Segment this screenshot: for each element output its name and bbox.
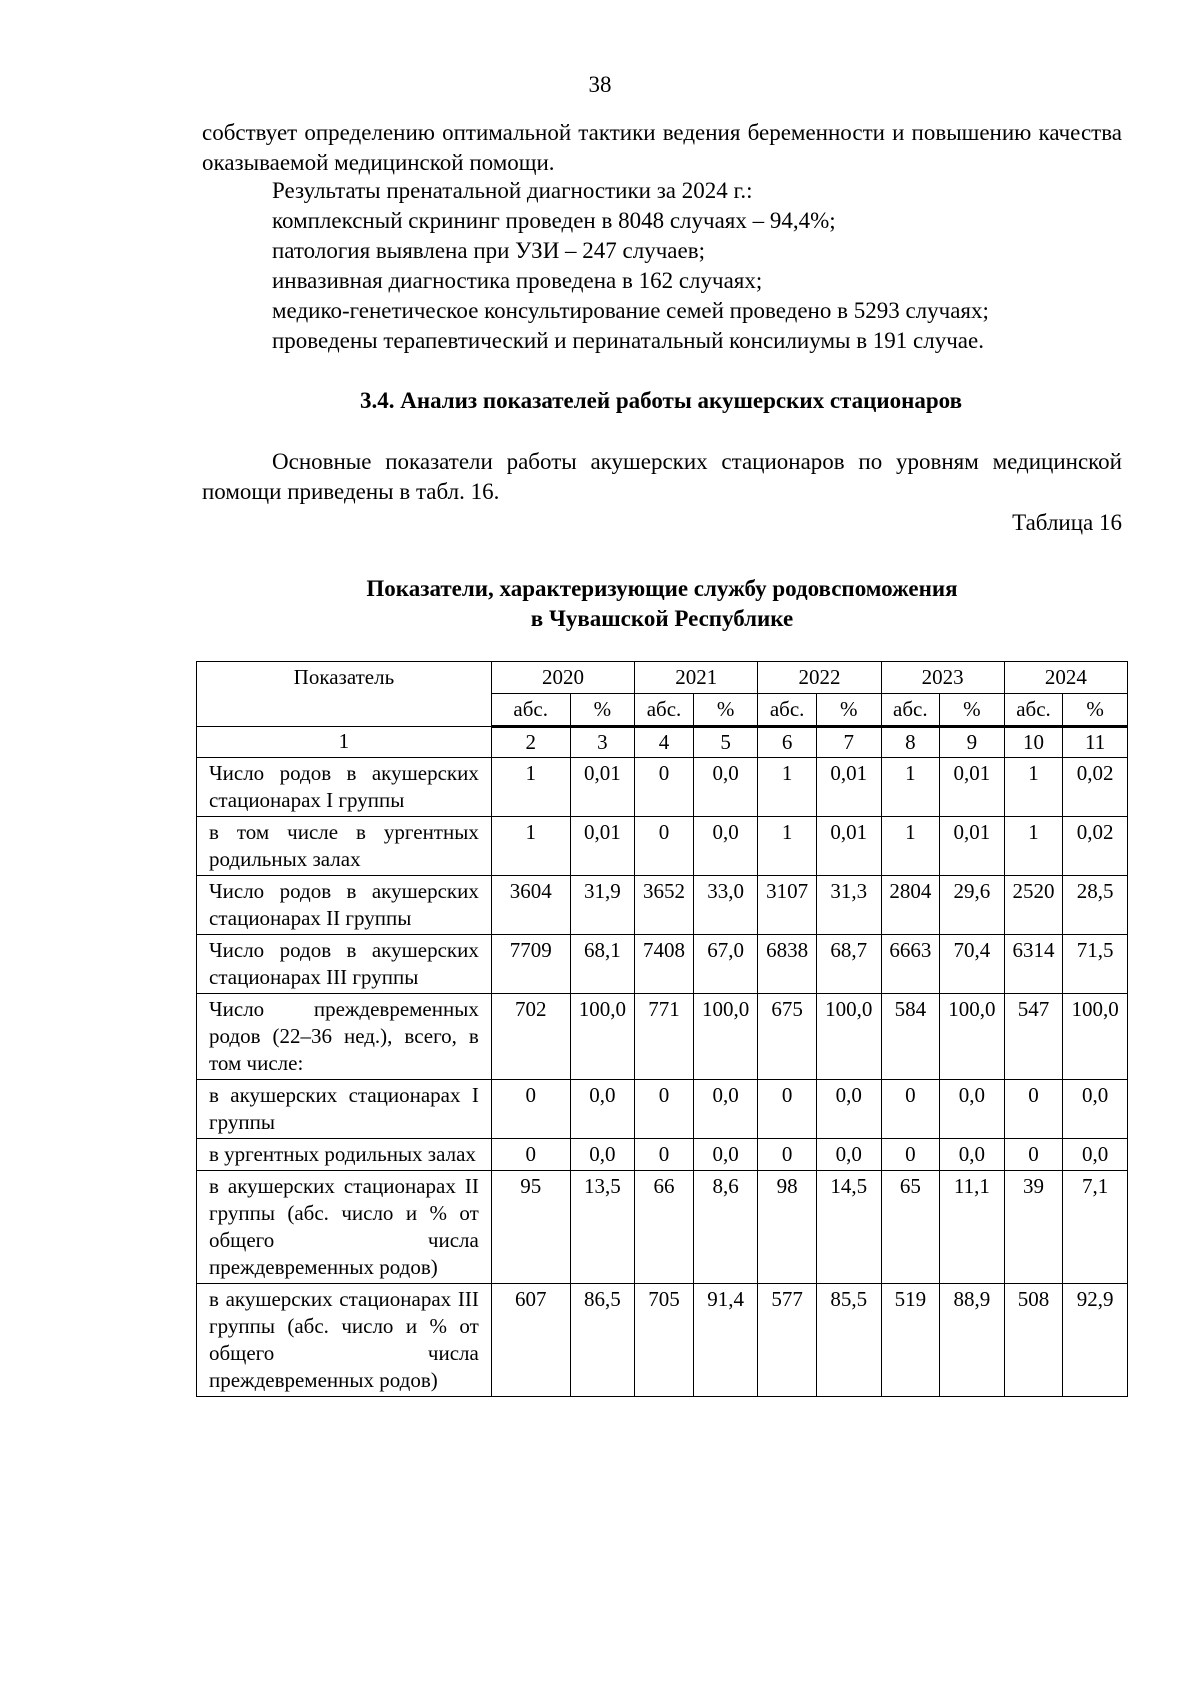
year-header: 2021: [635, 662, 758, 694]
results-line: патология выявлена при УЗИ – 247 случаев;: [272, 238, 705, 263]
pct-header: %: [693, 694, 758, 727]
table-row: [197, 1171, 1128, 1284]
pct-value-cell: 0,0: [693, 758, 758, 817]
column-number: 5: [693, 727, 758, 758]
abs-value-cell: 0: [758, 1080, 817, 1139]
abs-value-cell: 0: [635, 817, 694, 876]
row-label: в акушерских стационарах III группы (абс. число и % от общего числа преждевременных родов): [197, 1284, 492, 1397]
pct-value-cell: 0,0: [816, 1080, 881, 1139]
pct-value-cell: 0,0: [570, 1080, 635, 1139]
abs-value-cell: 0: [1004, 1139, 1063, 1171]
table-row: [197, 994, 1128, 1080]
pct-value-cell: 0,0: [940, 1080, 1005, 1139]
row-label: в акушерских стационарах II группы (абс. число и % от общего числа преждевременных родов): [197, 1171, 492, 1284]
abs-value-cell: 7709: [491, 935, 570, 994]
pct-value-cell: 0,0: [693, 817, 758, 876]
abs-value-cell: 65: [881, 1171, 940, 1284]
pct-value-cell: 11,1: [940, 1171, 1005, 1284]
pct-header: %: [940, 694, 1005, 727]
abs-header: абс.: [635, 694, 694, 727]
year-header: 2020: [491, 662, 634, 694]
pct-value-cell: 68,1: [570, 935, 635, 994]
table-title-line: Показатели, характеризующие службу родовспоможения: [366, 576, 958, 601]
header-row-years: [197, 662, 1128, 694]
abs-value-cell: 1: [491, 817, 570, 876]
row-label: в том числе в ургентных родильных залах: [197, 817, 492, 876]
results-line: Результаты пренатальной диагностики за 2024 г.:: [272, 178, 753, 203]
abs-value-cell: 577: [758, 1284, 817, 1397]
year-header: 2022: [758, 662, 881, 694]
pct-header: %: [816, 694, 881, 727]
abs-value-cell: 0: [491, 1139, 570, 1171]
intro-paragraph: собствует определению оптимальной тактики ведения беременности и повышению качества оказываемой медицинской помощи.: [202, 120, 1122, 175]
abs-value-cell: 95: [491, 1171, 570, 1284]
pct-value-cell: 0,01: [816, 817, 881, 876]
column-number: 3: [570, 727, 635, 758]
pct-value-cell: 0,0: [570, 1139, 635, 1171]
pct-value-cell: 100,0: [693, 994, 758, 1080]
pct-value-cell: 31,3: [816, 876, 881, 935]
row-label: в ургентных родильных залах: [197, 1139, 492, 1171]
abs-value-cell: 607: [491, 1284, 570, 1397]
abs-value-cell: 39: [1004, 1171, 1063, 1284]
results-line: проведены терапевтический и перинатальный консилиумы в 191 случае.: [272, 328, 984, 353]
pct-value-cell: 0,01: [570, 817, 635, 876]
indicator-header: Показатель: [197, 662, 492, 727]
results-line: комплексный скрининг проведен в 8048 случаях – 94,4%;: [272, 208, 836, 233]
abs-value-cell: 7408: [635, 935, 694, 994]
pct-value-cell: 100,0: [940, 994, 1005, 1080]
pct-value-cell: 28,5: [1063, 876, 1128, 935]
row-label: в акушерских стационарах I группы: [197, 1080, 492, 1139]
pct-value-cell: 0,01: [940, 817, 1005, 876]
pct-value-cell: 7,1: [1063, 1171, 1128, 1284]
pct-value-cell: 100,0: [1063, 994, 1128, 1080]
abs-value-cell: 2520: [1004, 876, 1063, 935]
table-title-line: в Чувашской Республике: [530, 606, 794, 631]
abs-value-cell: 3652: [635, 876, 694, 935]
table-row: [197, 1139, 1128, 1171]
abs-value-cell: 547: [1004, 994, 1063, 1080]
abs-header: абс.: [758, 694, 817, 727]
abs-value-cell: 705: [635, 1284, 694, 1397]
pct-value-cell: 0,0: [693, 1080, 758, 1139]
abs-value-cell: 1: [758, 817, 817, 876]
abs-value-cell: 3107: [758, 876, 817, 935]
pct-value-cell: 71,5: [1063, 935, 1128, 994]
abs-value-cell: 1: [758, 758, 817, 817]
pct-header: %: [1063, 694, 1128, 727]
pct-value-cell: 0,0: [816, 1139, 881, 1171]
abs-value-cell: 3604: [491, 876, 570, 935]
row-label: Число родов в акушерских стационарах I группы: [197, 758, 492, 817]
abs-value-cell: 0: [491, 1080, 570, 1139]
table-row: [197, 758, 1128, 817]
pct-value-cell: 31,9: [570, 876, 635, 935]
pct-value-cell: 100,0: [816, 994, 881, 1080]
column-number: 11: [1063, 727, 1128, 758]
column-number: 6: [758, 727, 817, 758]
abs-value-cell: 1: [1004, 817, 1063, 876]
abs-value-cell: 0: [635, 758, 694, 817]
abs-value-cell: 702: [491, 994, 570, 1080]
abs-value-cell: 584: [881, 994, 940, 1080]
table-row: [197, 1284, 1128, 1397]
pct-value-cell: 0,01: [940, 758, 1005, 817]
column-number: 10: [1004, 727, 1063, 758]
table-row: [197, 876, 1128, 935]
abs-value-cell: 519: [881, 1284, 940, 1397]
row-label: Число преждевременных родов (22–36 нед.), всего, в том числе:: [197, 994, 492, 1080]
page-number: 38: [588, 72, 612, 97]
pct-value-cell: 0,0: [693, 1139, 758, 1171]
pct-header: %: [570, 694, 635, 727]
pct-value-cell: 70,4: [940, 935, 1005, 994]
pct-value-cell: 67,0: [693, 935, 758, 994]
column-number: 4: [635, 727, 694, 758]
abs-value-cell: 1: [881, 758, 940, 817]
section-paragraph: Основные показатели работы акушерских стационаров по уровням медицинской помощи приведены в табл. 16.: [202, 449, 1122, 504]
column-number: 9: [940, 727, 1005, 758]
abs-value-cell: 0: [881, 1139, 940, 1171]
abs-value-cell: 0: [881, 1080, 940, 1139]
pct-value-cell: 14,5: [816, 1171, 881, 1284]
year-header: 2024: [1004, 662, 1127, 694]
table-row: [197, 817, 1128, 876]
results-line: медико-генетическое консультирование семей проведено в 5293 случаях;: [272, 298, 989, 323]
pct-value-cell: 85,5: [816, 1284, 881, 1397]
pct-value-cell: 91,4: [693, 1284, 758, 1397]
column-number: 8: [881, 727, 940, 758]
abs-value-cell: 6314: [1004, 935, 1063, 994]
pct-value-cell: 13,5: [570, 1171, 635, 1284]
pct-value-cell: 0,0: [1063, 1080, 1128, 1139]
abs-value-cell: 2804: [881, 876, 940, 935]
abs-header: абс.: [881, 694, 940, 727]
pct-value-cell: 0,02: [1063, 758, 1128, 817]
abs-value-cell: 508: [1004, 1284, 1063, 1397]
pct-value-cell: 0,01: [816, 758, 881, 817]
pct-value-cell: 92,9: [1063, 1284, 1128, 1397]
abs-value-cell: 0: [635, 1139, 694, 1171]
pct-value-cell: 88,9: [940, 1284, 1005, 1397]
column-number: 7: [816, 727, 881, 758]
column-numbers-row: [197, 727, 1128, 758]
table-body: [197, 758, 1128, 1397]
column-number: 2: [491, 727, 570, 758]
pct-value-cell: 0,01: [570, 758, 635, 817]
abs-value-cell: 0: [635, 1080, 694, 1139]
row-label: Число родов в акушерских стационарах III группы: [197, 935, 492, 994]
abs-value-cell: 6663: [881, 935, 940, 994]
pct-value-cell: 0,02: [1063, 817, 1128, 876]
pct-value-cell: 8,6: [693, 1171, 758, 1284]
pct-value-cell: 0,0: [940, 1139, 1005, 1171]
pct-value-cell: 100,0: [570, 994, 635, 1080]
abs-value-cell: 1: [1004, 758, 1063, 817]
abs-value-cell: 6838: [758, 935, 817, 994]
year-header: 2023: [881, 662, 1004, 694]
pct-value-cell: 0,0: [1063, 1139, 1128, 1171]
table-row: [197, 1080, 1128, 1139]
abs-value-cell: 1: [491, 758, 570, 817]
table-label: Таблица 16: [1012, 510, 1122, 535]
abs-value-cell: 0: [758, 1139, 817, 1171]
results-line: инвазивная диагностика проведена в 162 случаях;: [272, 268, 763, 293]
abs-value-cell: 66: [635, 1171, 694, 1284]
table-row: [197, 935, 1128, 994]
abs-value-cell: 675: [758, 994, 817, 1080]
indicators-table: [196, 661, 1128, 1397]
pct-value-cell: 68,7: [816, 935, 881, 994]
abs-value-cell: 1: [881, 817, 940, 876]
section-heading: 3.4. Анализ показателей работы акушерских стационаров: [359, 388, 963, 413]
abs-value-cell: 98: [758, 1171, 817, 1284]
column-number: 1: [197, 727, 492, 758]
abs-header: абс.: [1004, 694, 1063, 727]
abs-value-cell: 771: [635, 994, 694, 1080]
row-label: Число родов в акушерских стационарах II группы: [197, 876, 492, 935]
table-title: [202, 574, 1122, 634]
pct-value-cell: 86,5: [570, 1284, 635, 1397]
pct-value-cell: 33,0: [693, 876, 758, 935]
abs-value-cell: 0: [1004, 1080, 1063, 1139]
pct-value-cell: 29,6: [940, 876, 1005, 935]
abs-header: абс.: [491, 694, 570, 727]
